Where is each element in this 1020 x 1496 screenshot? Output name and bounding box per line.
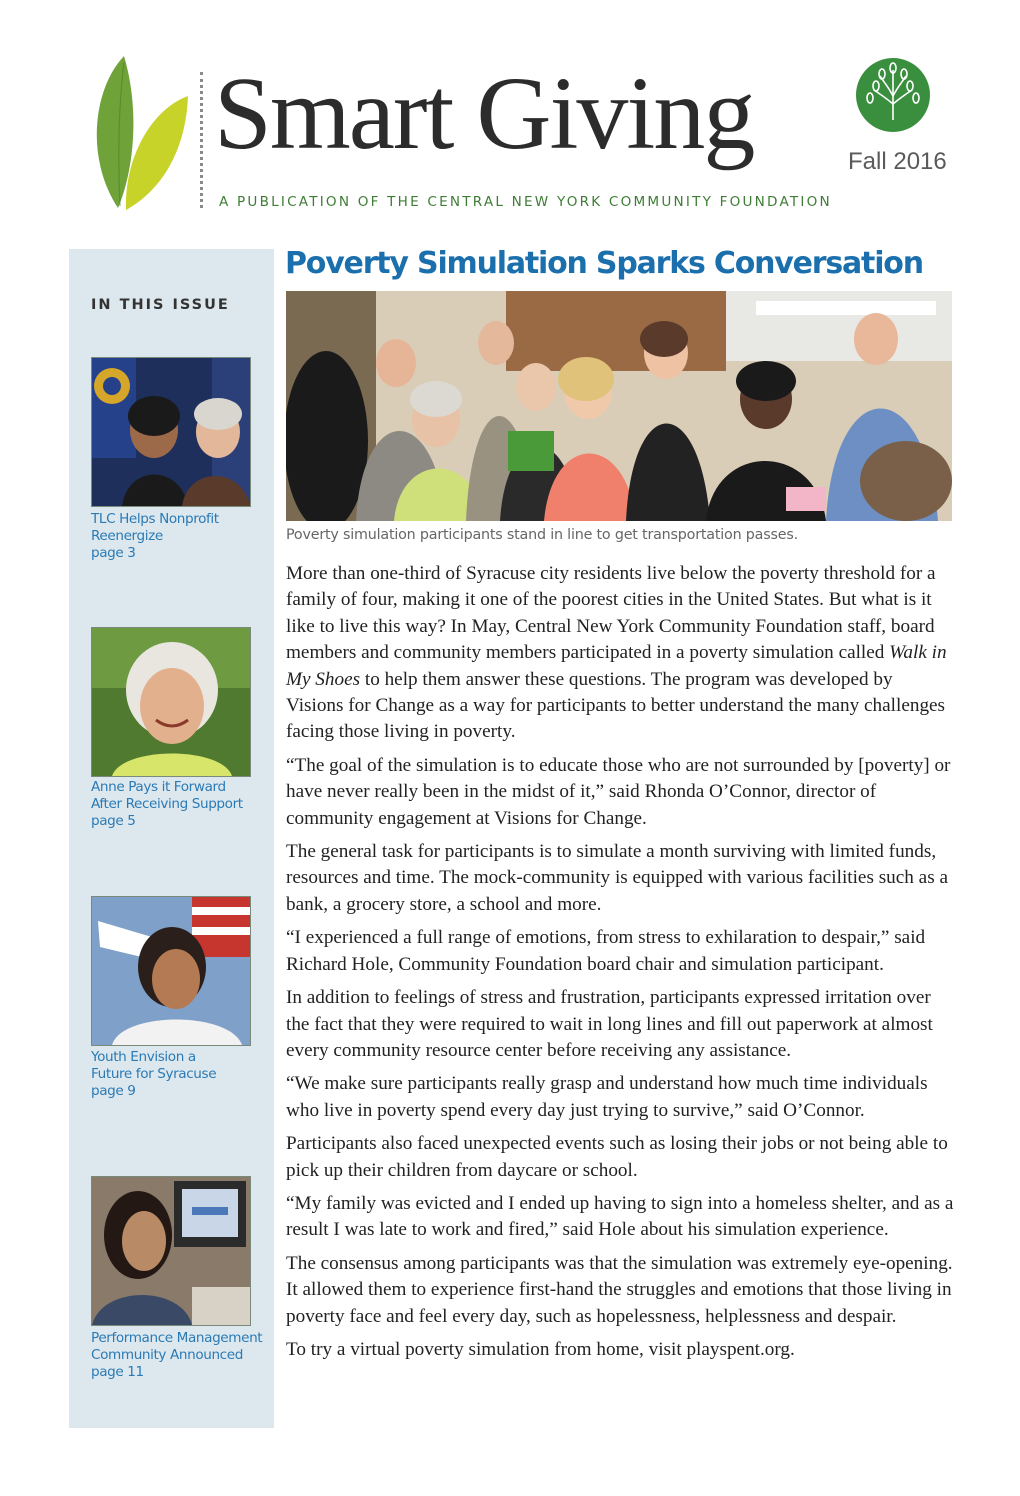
toc-thumbnail-youth[interactable] [91, 896, 251, 1046]
toc-title-line1: Youth Envision a [91, 1049, 196, 1065]
article-paragraph: To try a virtual poverty simulation from home, visit playspent.org. [286, 1338, 795, 1360]
leaf-logo-icon [88, 50, 194, 212]
in-this-issue-sidebar [69, 249, 274, 1428]
sidebar-heading: IN THIS ISSUE [91, 297, 230, 313]
toc-title-line2: After Receiving Support [91, 796, 243, 812]
tree-badge-icon [856, 58, 930, 132]
toc-title-line2: Reenergize [91, 528, 163, 544]
article-paragraph: The consensus among participants was that the simulation was extremely eye-opening. It allowed them to experience first-hand the struggles and emotions that those living in poverty face and feel every day, such as hopelessness, helplessness and despair. [286, 1252, 953, 1327]
article-photo [286, 291, 952, 521]
toc-link-anne[interactable] [91, 779, 269, 830]
masthead-title: Smart Giving [214, 56, 754, 171]
toc-thumbnail-anne[interactable] [91, 627, 251, 777]
toc-page: page 9 [91, 1083, 136, 1099]
issue-date: Fall 2016 [848, 148, 947, 175]
toc-link-tlc[interactable] [91, 511, 269, 562]
toc-title-line1: Performance Management [91, 1330, 263, 1346]
toc-page: page 3 [91, 545, 136, 561]
toc-title-line1: Anne Pays it Forward [91, 779, 226, 795]
article-paragraph: In addition to feelings of stress and frustration, participants expressed irritation over the fact that they were required to wait in long lines and fill out paperwork at almost every community resource center before receiving any assistance. [286, 987, 933, 1061]
photo-caption: Poverty simulation participants stand in line to get transportation passes. [286, 527, 798, 543]
toc-thumbnail-tlc[interactable] [91, 357, 251, 507]
article-paragraph: “We make sure participants really grasp and understand how much time individuals who live in poverty spend every day just trying to survive,” said O’Connor. [286, 1073, 928, 1121]
toc-thumbnail-performance[interactable] [91, 1176, 251, 1326]
article-paragraph: “I experienced a full range of emotions, from stress to exhilaration to despair,” said Richard Hole, Community Foundation board chair and simulation participant. [286, 927, 926, 975]
toc-link-youth[interactable] [91, 1049, 269, 1100]
article-paragraph: Participants also faced unexpected events such as losing their jobs or not being able to pick up their children from daycare or school. [286, 1133, 948, 1181]
toc-title-line1: TLC Helps Nonprofit [91, 511, 219, 527]
tagline: A PUBLICATION OF THE CENTRAL NEW YORK COMMUNITY FOUNDATION [219, 194, 832, 210]
toc-title-line2: Community Announced [91, 1347, 243, 1363]
article-paragraph: The general task for participants is to simulate a month surviving with limited funds, resources and time. The mock-community is equipped with various facilities such as a bank, a grocery store, a school and more. [286, 841, 948, 915]
article-paragraph: “The goal of the simulation is to educate those who are not surrounded by [poverty] or have never really been in the midst of it,” said Rhonda O’Connor, director of community engagement at Visions for Change. [286, 754, 951, 829]
toc-page: page 11 [91, 1364, 144, 1380]
article-body [286, 561, 954, 1370]
article-paragraph: More than one-third of Syracuse city residents live below the poverty threshold for a family of four, making it one of the poorest cities in the United States. But what is it like to live this way? In May, Central New York Community Foundation staff, board members and community members participated in a poverty simulation called Walk in My Shoes to help them answer these questions. The program was developed by Visions for Change as a way for participants to better understand the many challenges facing those living in poverty. [286, 563, 947, 743]
toc-page: page 5 [91, 813, 136, 829]
article-paragraph: “My family was evicted and I ended up having to sign into a homeless shelter, and as a result I was late to work and fired,” said Hole about his simulation experience. [286, 1192, 954, 1241]
masthead-divider [200, 72, 203, 208]
program-title: Walk in My Shoes [286, 642, 947, 690]
toc-link-performance[interactable] [91, 1330, 269, 1381]
article-headline: Poverty Simulation Sparks Conversation [285, 246, 923, 281]
toc-title-line2: Future for Syracuse [91, 1066, 217, 1082]
